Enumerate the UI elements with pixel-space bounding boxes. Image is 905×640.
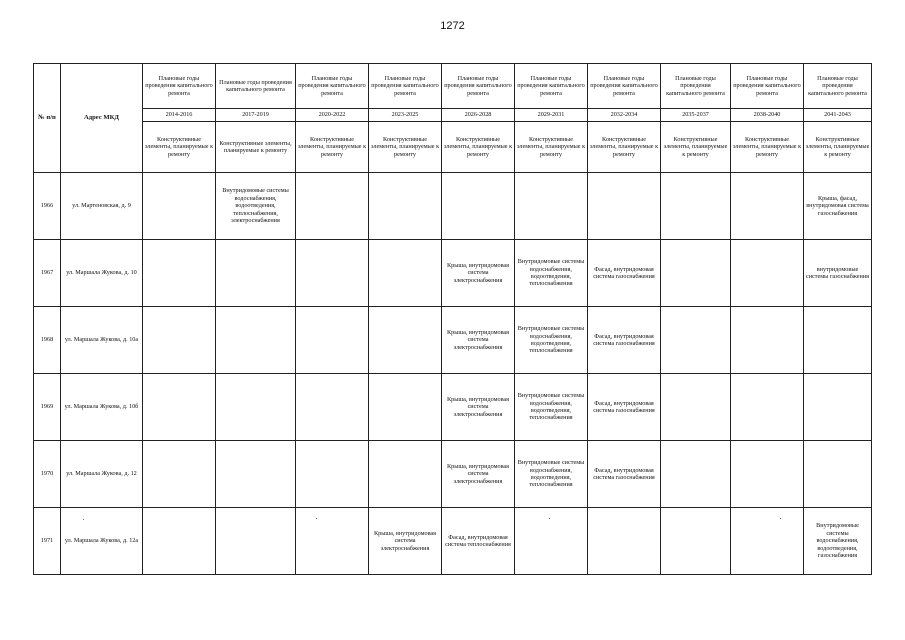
repair-elements-cell [731,307,804,374]
row-number: 1969 [34,374,61,441]
plan-header: Плановые годы проведения капитального ремонта [804,64,872,109]
row-number: 1967 [34,240,61,307]
repair-elements-cell [369,441,442,508]
repair-elements-cell [143,508,216,575]
number-column-header: № п/п [34,64,61,173]
repair-elements-cell [216,508,296,575]
repair-elements-cell [588,508,661,575]
repair-elements-cell [804,307,872,374]
year-range: 2038-2040 [731,109,804,122]
year-range: 2041-2043 [804,109,872,122]
table-row [34,307,872,374]
repair-elements-cell: Фасад, внутридомовая система газоснабжения [588,307,661,374]
address-cell: ул. Маршала Жукова, д. 10б [61,374,143,441]
plan-header: Плановые годы проведения капитального ремонта [442,64,515,109]
repair-elements-cell [143,441,216,508]
repair-elements-cell [442,173,515,240]
repair-elements-cell: Крыша, внутридомовая система электроснабжения [442,441,515,508]
repair-elements-cell [216,374,296,441]
repair-elements-cell [515,173,588,240]
repair-elements-cell: Фасад, внутридомовая система теплоснабжения [442,508,515,575]
repair-elements-cell: Крыша, внутридомовая система электроснабжения [369,508,442,575]
page-number: 1272 [440,20,465,32]
repair-elements-cell [731,173,804,240]
repair-elements-cell [661,374,731,441]
repair-elements-cell [369,240,442,307]
elements-header: Конструктивные элементы, планируемые к ремонту [661,122,731,173]
repair-elements-cell: Внутридомовые системы водоснабжения, водоотведения, теплоснабжения [515,441,588,508]
year-range-row [34,109,872,122]
repair-elements-cell [369,307,442,374]
plan-header: Плановые годы проведения капитального ремонта [369,64,442,109]
address-cell: ул. Маршала Жукова, д. 12а [61,508,143,575]
repair-elements-cell [296,441,369,508]
table-row [34,173,872,240]
plan-header: Плановые годы проведения капитального ремонта [731,64,804,109]
elements-header: Конструктивные элементы, планируемые к ремонту [588,122,661,173]
elements-header-row [34,122,872,173]
address-column-header: Адрес МКД [61,64,143,173]
repair-elements-cell: Внутридомовые системы водоснабжения, водоотведения, газоснабжения [804,508,872,575]
repair-elements-cell [296,307,369,374]
repair-elements-cell [296,508,369,575]
year-range: 2020-2022 [296,109,369,122]
repair-elements-cell [588,173,661,240]
elements-header: Конструктивные элементы, планируемые к ремонту [369,122,442,173]
repair-elements-cell: Крыша, внутридомовая система электроснабжения [442,240,515,307]
table-row [34,508,872,575]
repair-elements-cell [804,441,872,508]
address-cell: ул. Маршала Жукова, д. 10 [61,240,143,307]
plan-header: Плановые годы проведения капитального ремонта [296,64,369,109]
elements-header: Конструктивные элементы, планируемые к ремонту [143,122,216,173]
address-cell: ул. Маршала Жукова, д. 12 [61,441,143,508]
elements-header: Конструктивные элементы, планируемые к ремонту [804,122,872,173]
row-number: 1968 [34,307,61,374]
repair-elements-cell: Внутридомовые системы водоснабжения, водоотведения, теплоснабжения [515,374,588,441]
repair-elements-cell [216,307,296,374]
table-body [34,173,872,575]
table-row [34,374,872,441]
elements-header: Конструктивные элементы, планируемые к ремонту [731,122,804,173]
capital-repair-table [33,63,872,575]
repair-elements-cell: Крыша, внутридомовая система электроснабжения [442,374,515,441]
elements-header: Конструктивные элементы, планируемые к ремонту [216,122,296,173]
scan-speck [549,518,550,519]
scan-speck [780,518,781,519]
repair-elements-cell [731,240,804,307]
elements-header: Конструктивные элементы, планируемые к ремонту [442,122,515,173]
year-range: 2035-2037 [661,109,731,122]
repair-elements-cell [143,374,216,441]
repair-elements-cell: Внутридомовые системы водоснабжения, водоотведения, теплоснабжения [515,307,588,374]
repair-elements-cell: Внутридомовые системы водоснабжения, водоотведения, теплоснабжения, электроснабжения [216,173,296,240]
repair-elements-cell [296,374,369,441]
plan-header-row [34,64,872,109]
repair-elements-cell [296,173,369,240]
row-number: 1971 [34,508,61,575]
repair-elements-cell [731,441,804,508]
repair-elements-cell [804,374,872,441]
repair-elements-cell [216,240,296,307]
repair-elements-cell: Внутридомовые системы водоснабжения, водоотведения, теплоснабжения [515,240,588,307]
row-number: 1970 [34,441,61,508]
repair-elements-cell [296,240,369,307]
year-range: 2014-2016 [143,109,216,122]
plan-header: Плановые годы проведения капитального ремонта [588,64,661,109]
year-range: 2032-2034 [588,109,661,122]
repair-elements-cell [143,240,216,307]
repair-elements-cell [369,173,442,240]
scan-speck [83,519,84,520]
repair-elements-cell: Фасад, внутридомовая система газоснабжения [588,374,661,441]
row-number: 1966 [34,173,61,240]
repair-elements-cell [731,508,804,575]
repair-elements-cell [143,173,216,240]
repair-elements-cell [661,173,731,240]
table-row [34,240,872,307]
repair-elements-cell: внутридомовые системы газоснабжения [804,240,872,307]
elements-header: Конструктивные элементы, планируемые к ремонту [515,122,588,173]
year-range: 2017-2019 [216,109,296,122]
table-row [34,441,872,508]
plan-header: Плановые годы проведения капитального ремонта [216,64,296,109]
year-range: 2023-2025 [369,109,442,122]
elements-header: Конструктивные элементы, планируемые к ремонту [296,122,369,173]
scan-speck [316,518,317,519]
repair-elements-cell [661,508,731,575]
plan-header: Плановые годы проведения капитального ремонта [515,64,588,109]
year-range: 2026-2028 [442,109,515,122]
repair-elements-cell [661,307,731,374]
plan-header: Плановые годы проведения капитального ремонта [143,64,216,109]
repair-elements-cell [661,441,731,508]
repair-elements-cell [216,441,296,508]
repair-elements-cell [515,508,588,575]
repair-elements-cell: Крыша, фасад, внутридомовая система газоснабжения [804,173,872,240]
address-cell: ул. Маршала Жукова, д. 10а [61,307,143,374]
repair-elements-cell [661,240,731,307]
year-range: 2029-2031 [515,109,588,122]
repair-elements-cell [369,374,442,441]
address-cell: ул. Мартеновская, д. 9 [61,173,143,240]
repair-elements-cell [731,374,804,441]
plan-header: Плановые годы проведения капитального ремонта [661,64,731,109]
repair-elements-cell: Фасад, внутридомовая система газоснабжения [588,240,661,307]
repair-elements-cell: Крыша, внутридомовая система электроснабжения [442,307,515,374]
repair-elements-cell: Фасад, внутридомовая система газоснабжения [588,441,661,508]
repair-elements-cell [143,307,216,374]
